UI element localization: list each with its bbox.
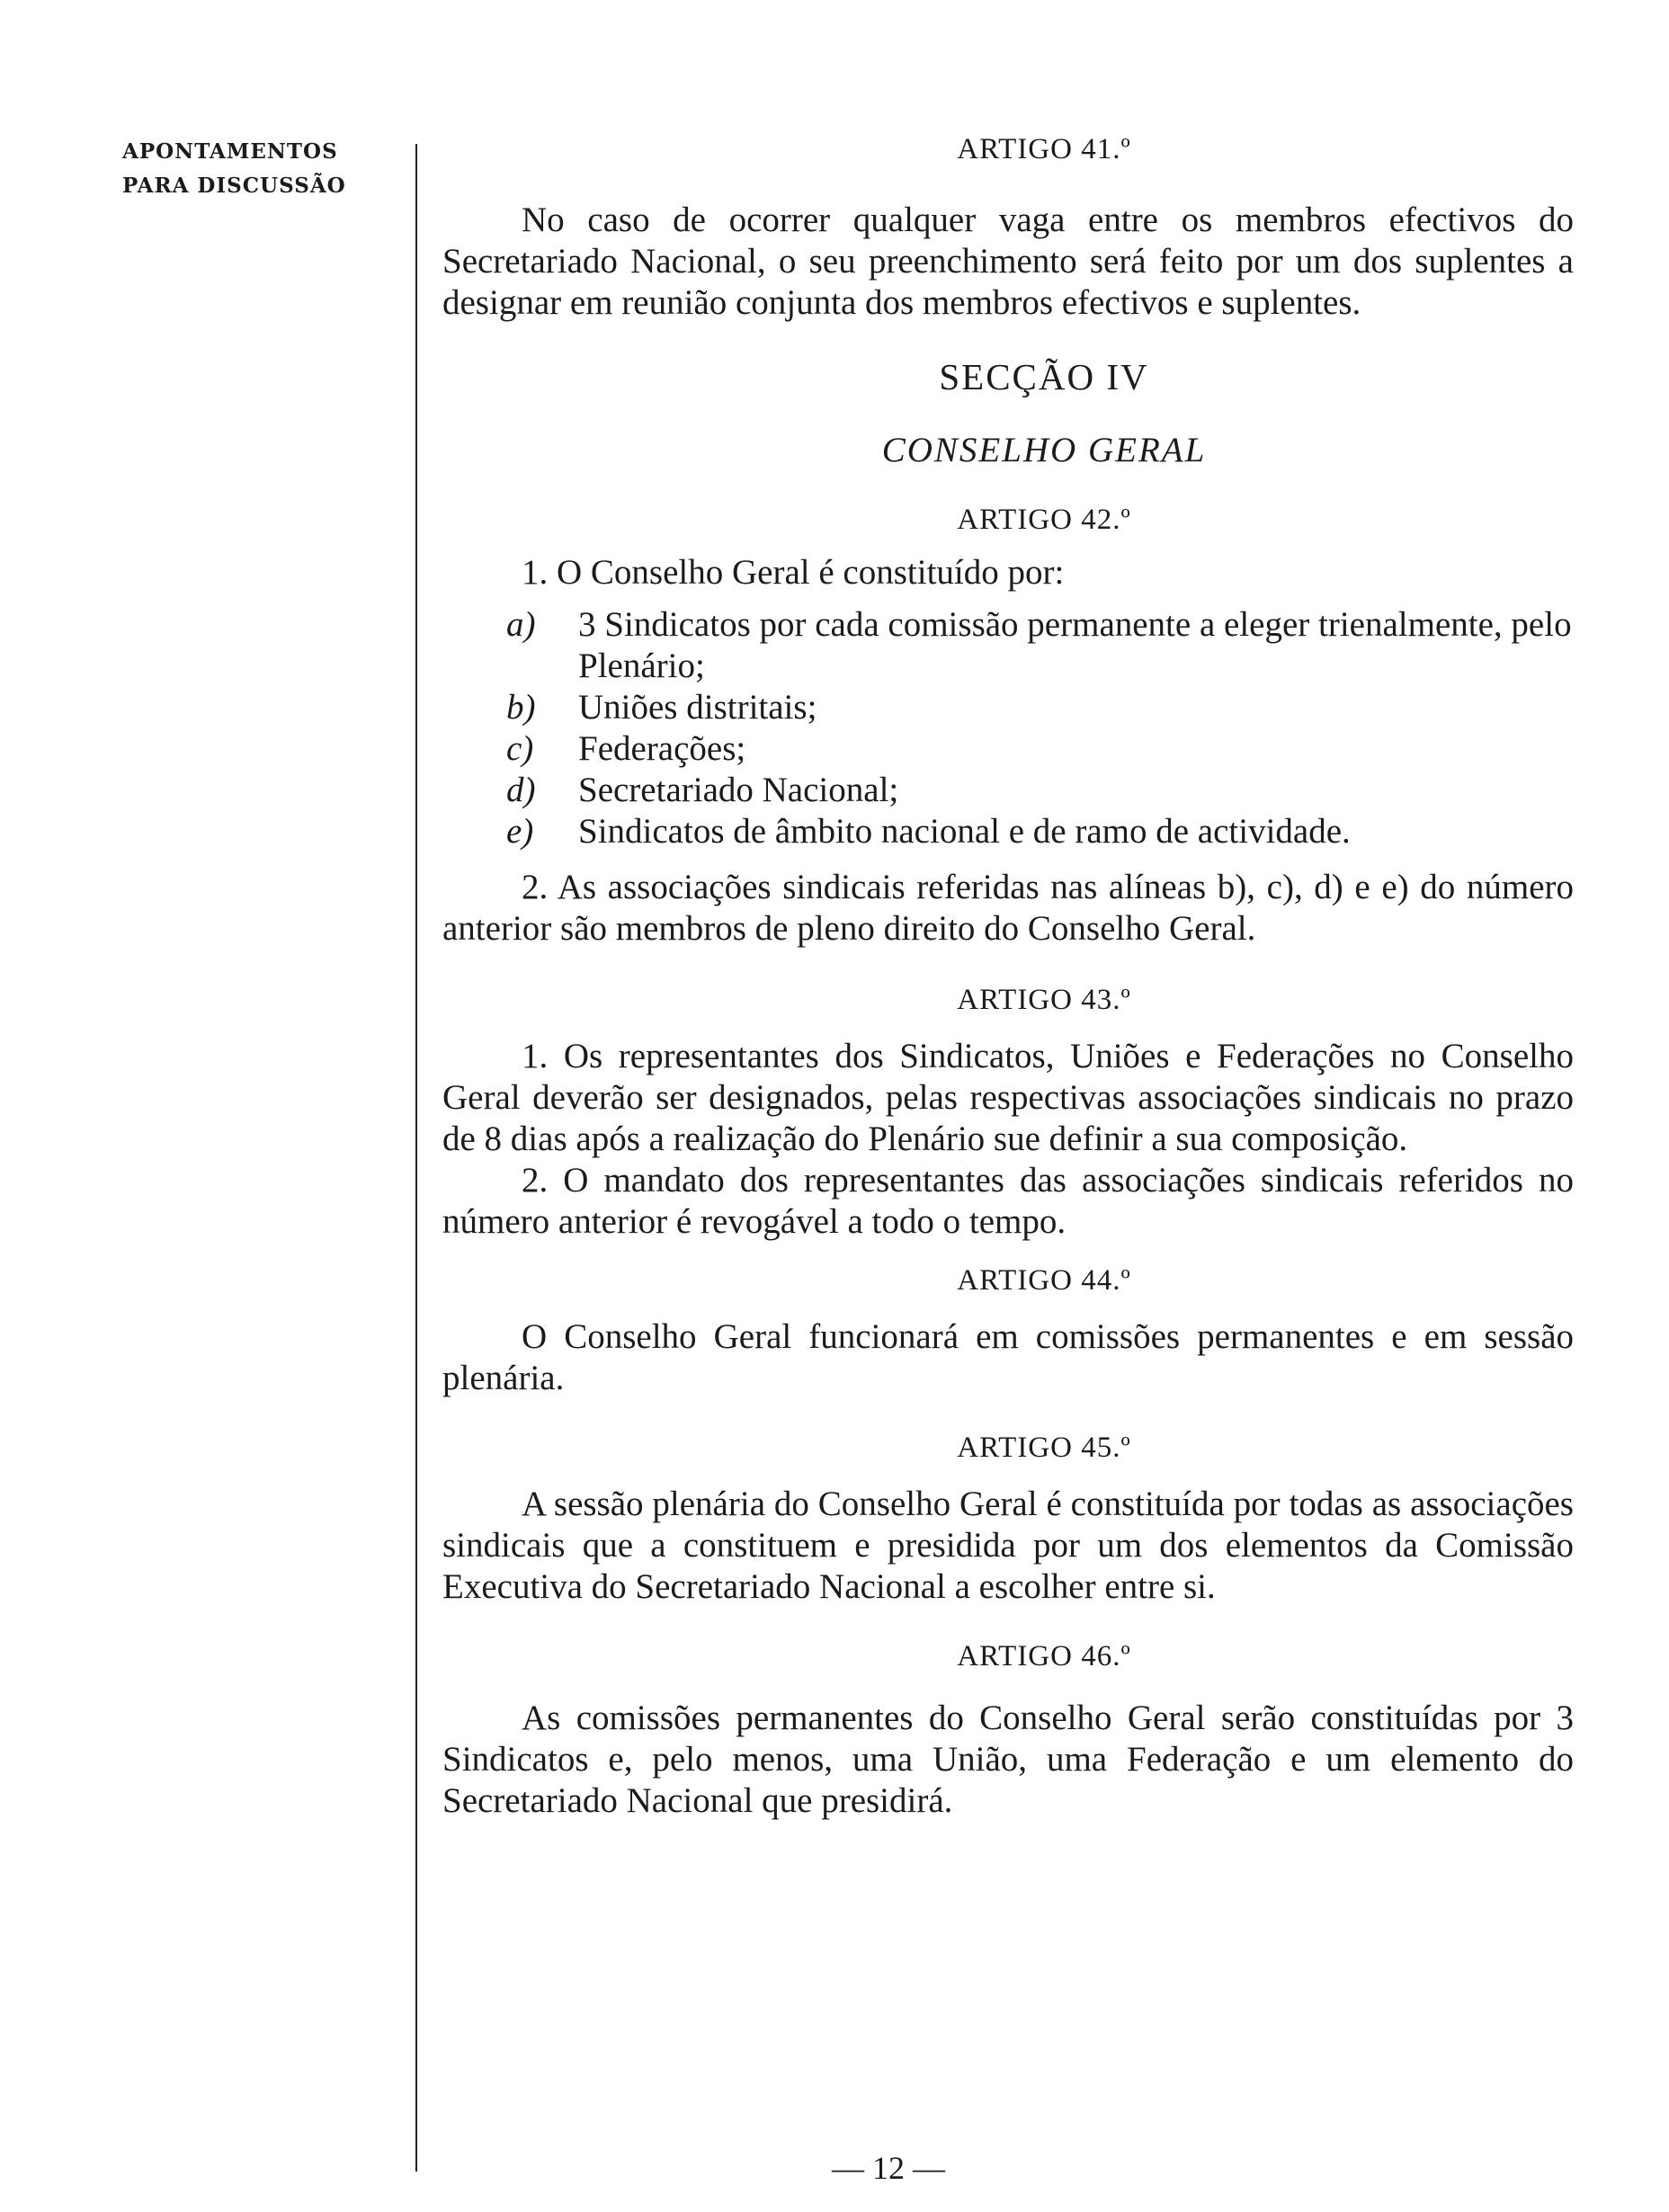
article-41-text: No caso de ocorrer qualquer vaga entre os membros efectivos do Secretariado Nacional, o seu preenchimento será feito por um dos suplentes a designar em reunião conjunta dos membros efectivos e suplentes.	[442, 201, 1574, 322]
list-item-text: Sindicatos de âmbito nacional e de ramo de actividade.	[578, 812, 1351, 851]
list-item-text: Secretariado Nacional;	[578, 771, 899, 809]
list-item-marker: c)	[506, 729, 534, 768]
article-42-heading: ARTIGO 42.º	[957, 504, 1131, 536]
list-item-marker: a)	[506, 605, 536, 644]
article-43-paragraph-1: 1. Os representantes dos Sindicatos, Uniões e Federações no Conselho Geral deverão ser designados, pelas respectivas associações sindicais no prazo de 8 dias após a realização do Plenário sue definir a sua composição.	[442, 1037, 1574, 1158]
article-44-heading: ARTIGO 44.º	[957, 1264, 1131, 1297]
article-45-text: A sessão plenária do Conselho Geral é constituída por todas as associações sindicais que a constituem e presidida por um dos elementos da Comissão Executiva do Secretariado Nacional a escolher entre si.	[442, 1485, 1574, 1606]
margin-note-line-2: PARA DISCUSSÃO	[122, 174, 346, 198]
article-45-heading: ARTIGO 45.º	[957, 1432, 1131, 1464]
article-42-list	[442, 604, 1574, 852]
margin-note	[122, 135, 383, 203]
article-42-paragraph-2: 2. As associações sindicais referidas nas alíneas b), c), d) e e) do número anterior são membros de pleno direito do Conselho Geral.	[442, 868, 1574, 948]
list-item	[442, 687, 1574, 728]
section-heading: SECÇÃO IV	[939, 356, 1149, 397]
page-body	[442, 131, 1574, 1822]
section-title: CONSELHO GERAL	[881, 431, 1207, 469]
article-44-text: O Conselho Geral funcionará em comissões permanentes e em sessão plenária.	[442, 1317, 1574, 1397]
margin-rule	[415, 144, 417, 2172]
list-item-text: 3 Sindicatos por cada comissão permanente a eleger trienalmente, pelo Plenário;	[578, 605, 1572, 685]
list-item-marker: d)	[506, 771, 536, 809]
article-41-heading: ARTIGO 41.º	[957, 133, 1131, 165]
list-item-text: Federações;	[578, 729, 746, 768]
margin-note-line-1: APONTAMENTOS	[122, 139, 338, 164]
article-42-paragraph-1: 1. O Conselho Geral é constituído por:	[522, 553, 1065, 592]
article-43-heading: ARTIGO 43.º	[957, 984, 1131, 1016]
page-number: — 12 —	[832, 2150, 945, 2186]
article-46-heading: ARTIGO 46.º	[957, 1640, 1131, 1672]
list-item-marker: b)	[506, 688, 536, 727]
list-item	[442, 811, 1574, 852]
article-43-paragraph-2: 2. O mandato dos representantes das associações sindicais referidos no número anterior é revogável a todo o tempo.	[442, 1161, 1574, 1241]
list-item-marker: e)	[506, 812, 534, 851]
list-item	[442, 728, 1574, 770]
article-46-text: As comissões permanentes do Conselho Geral serão constituídas por 3 Sindicatos e, pelo menos, uma União, uma Federação e um elemento do Secretariado Nacional que presidirá.	[442, 1699, 1574, 1820]
list-item	[442, 770, 1574, 811]
list-item	[442, 604, 1574, 687]
list-item-text: Uniões distritais;	[578, 688, 817, 727]
